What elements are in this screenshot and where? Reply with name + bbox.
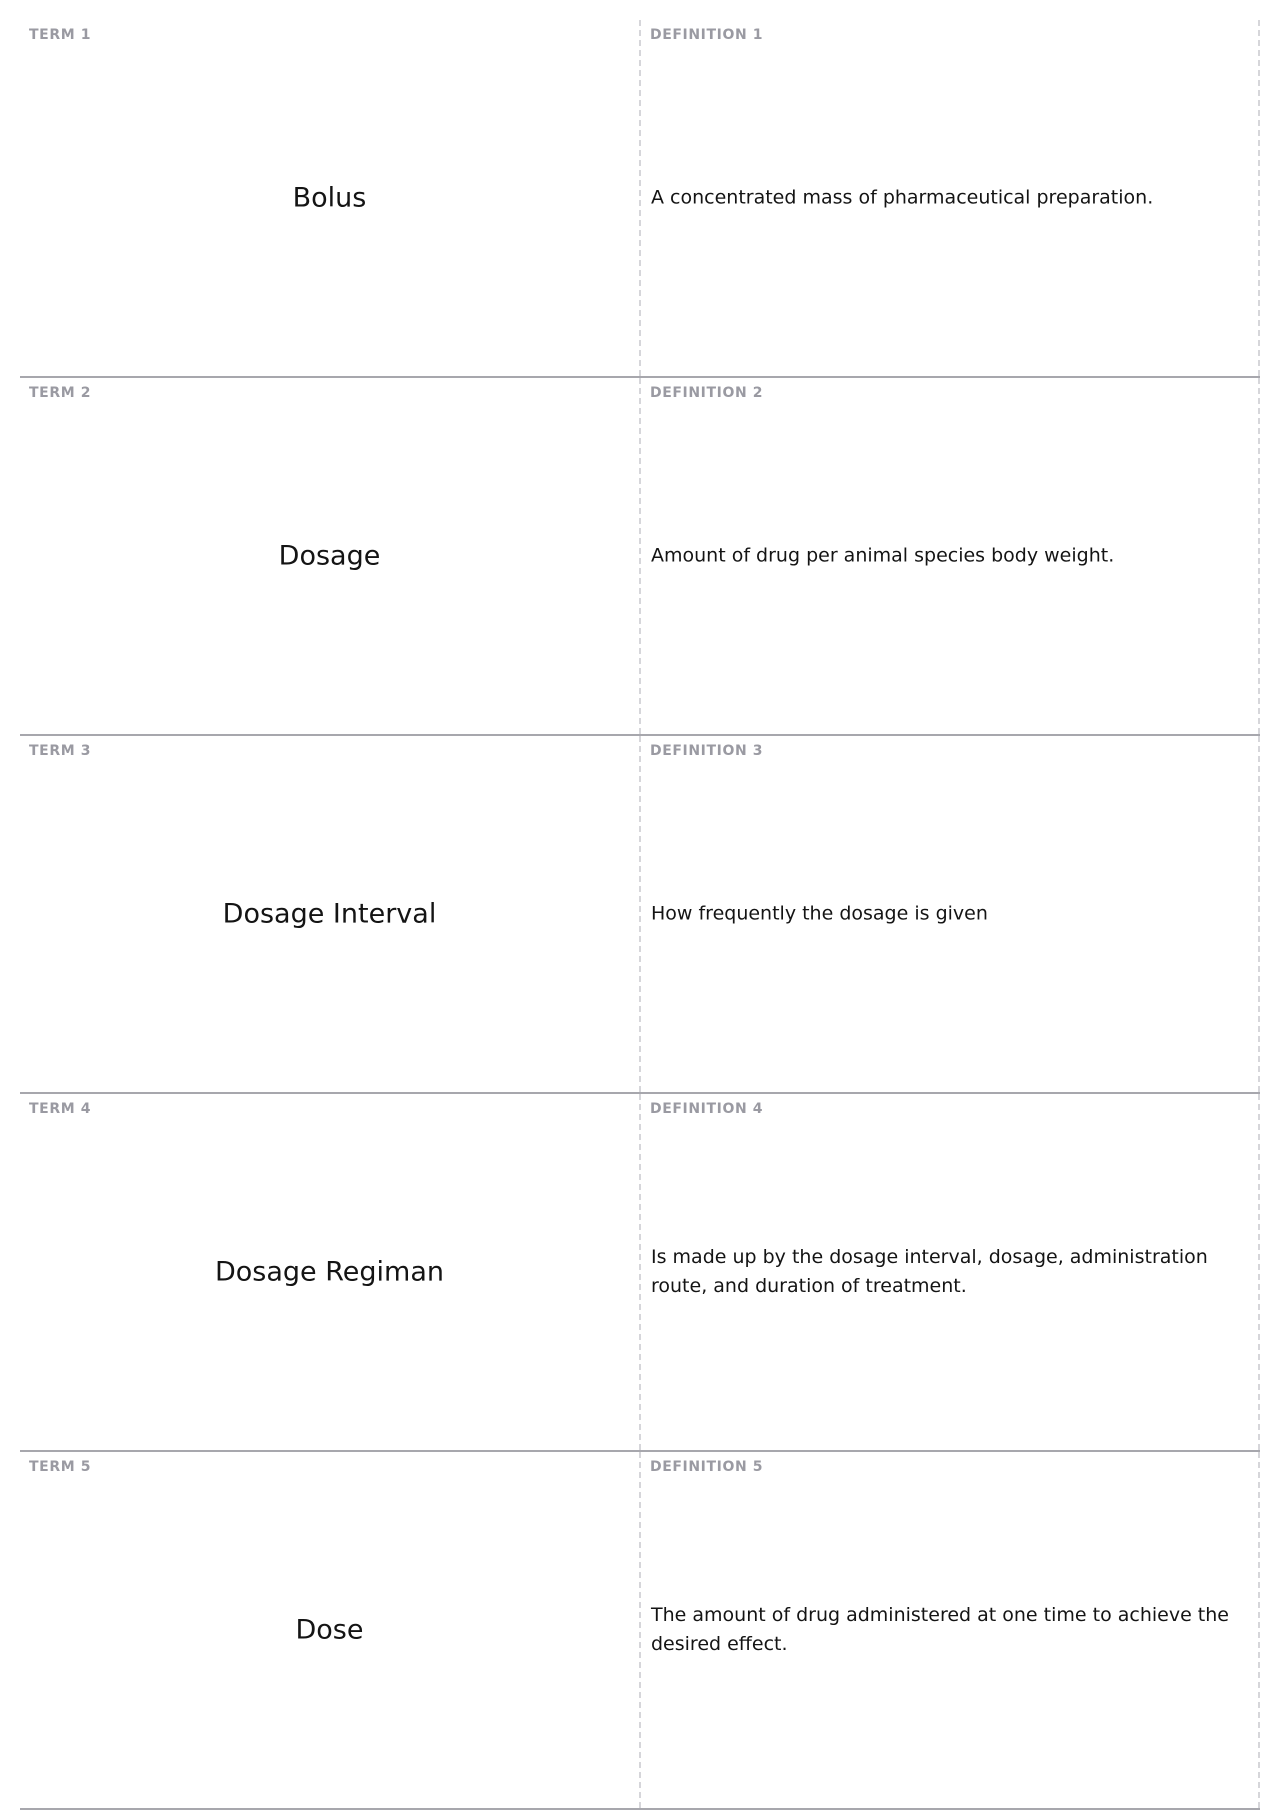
term-cell-3 [20, 736, 641, 1092]
term-label-1: TERM 1 [29, 27, 92, 43]
card-row-3 [20, 736, 1260, 1094]
term-text-5: Dose [295, 1614, 364, 1646]
term-cell-5 [20, 1452, 641, 1808]
definition-label-1: DEFINITION 1 [650, 27, 764, 43]
term-text-1: Bolus [292, 182, 367, 214]
definition-cell-4 [641, 1094, 1260, 1450]
definition-cell-2 [641, 378, 1260, 734]
term-text-3: Dosage Interval [222, 898, 437, 930]
definition-cell-1 [641, 20, 1260, 376]
term-label-3: TERM 3 [29, 743, 92, 759]
card-row-2 [20, 378, 1260, 736]
card-row-5 [20, 1452, 1260, 1810]
definition-cell-5 [641, 1452, 1260, 1808]
term-label-5: TERM 5 [29, 1459, 92, 1475]
term-cell-4 [20, 1094, 641, 1450]
term-cell-1 [20, 20, 641, 376]
card-row-4 [20, 1094, 1260, 1452]
definition-text-5: The amount of drug administered at one time to achieve the desired effect. [651, 1604, 1229, 1655]
definition-text-1: A concentrated mass of pharmaceutical preparation. [651, 186, 1154, 209]
flashcard-sheet [20, 20, 1260, 1810]
definition-label-3: DEFINITION 3 [650, 743, 764, 759]
term-label-2: TERM 2 [29, 385, 92, 401]
definition-text-3: How frequently the dosage is given [651, 902, 988, 925]
definition-text-2: Amount of drug per animal species body weight. [651, 544, 1115, 567]
term-label-4: TERM 4 [29, 1101, 92, 1117]
term-text-2: Dosage [278, 540, 381, 572]
definition-label-2: DEFINITION 2 [650, 385, 764, 401]
card-row-1 [20, 20, 1260, 378]
definition-cell-3 [641, 736, 1260, 1092]
term-text-4: Dosage Regiman [214, 1256, 444, 1288]
definition-label-5: DEFINITION 5 [650, 1459, 764, 1475]
term-cell-2 [20, 378, 641, 734]
definition-label-4: DEFINITION 4 [650, 1101, 764, 1117]
definition-text-4: Is made up by the dosage interval, dosage, administration route, and duration of treatment. [651, 1246, 1208, 1297]
